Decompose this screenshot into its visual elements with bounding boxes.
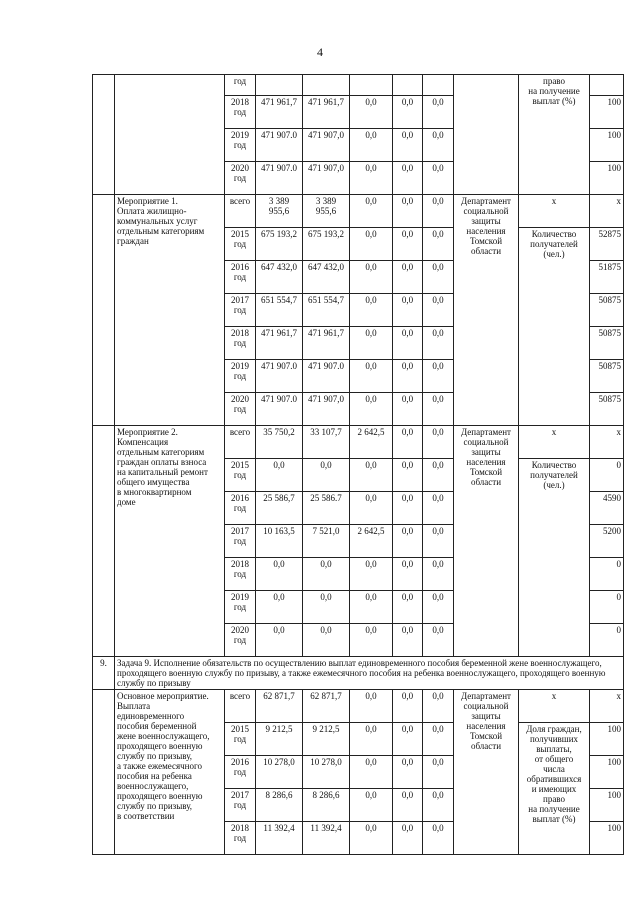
federal-cell: 7 521,0 — [303, 525, 350, 558]
plan-value-cell: х — [590, 690, 624, 723]
regional-cell: 0,0 — [350, 492, 393, 525]
department-cell: Департамент социальной защиты населения Томской области — [454, 195, 519, 426]
row-number-cell — [93, 195, 115, 426]
year-cell: 2020 год — [225, 624, 256, 657]
local-cell: 0,0 — [393, 459, 423, 492]
plan-value-cell: 0 — [590, 459, 624, 492]
year-cell: 2015 год — [225, 459, 256, 492]
federal-cell: 11 392,4 — [303, 822, 350, 855]
extra-budget-cell: 0,0 — [423, 195, 454, 228]
task-text-cell: Задача 9. Исполнение обязательств по осуществлению выплат единовременного пособия беременной жене военнослужащего, проходящего военную службу по призыву, а также ежемесячного пособия на ребенка военнослужащего, проходящего военную службу по призыву — [115, 657, 624, 690]
department-cell: Департамент социальной защиты населения Томской области — [454, 426, 519, 657]
year-cell: 2019 год — [225, 129, 256, 162]
plan-value-cell: 0 — [590, 624, 624, 657]
local-cell: 0,0 — [393, 228, 423, 261]
row-number-cell — [93, 426, 115, 657]
federal-cell: 471 907,0 — [303, 162, 350, 195]
local-cell: 0,0 — [393, 624, 423, 657]
extra-budget-cell: 0,0 — [423, 525, 454, 558]
extra-budget-cell: 0,0 — [423, 822, 454, 855]
plan-value-cell: 100 — [590, 789, 624, 822]
federal-cell: 8 286,6 — [303, 789, 350, 822]
extra-budget-cell: 0,0 — [423, 756, 454, 789]
table-row — [93, 690, 624, 723]
year-cell: 2019 год — [225, 360, 256, 393]
total-cell: 0,0 — [256, 624, 303, 657]
program-table — [92, 74, 624, 855]
regional-cell: 0,0 — [350, 393, 393, 426]
federal-cell: 0,0 — [303, 459, 350, 492]
federal-cell: 651 554,7 — [303, 294, 350, 327]
plan-value-cell: 100 — [590, 129, 624, 162]
plan-value-cell: 0 — [590, 558, 624, 591]
regional-cell: 0,0 — [350, 459, 393, 492]
local-cell: 0,0 — [393, 96, 423, 129]
year-cell: 2018 год — [225, 822, 256, 855]
federal-cell: 10 278,0 — [303, 756, 350, 789]
total-cell: 675 193,2 — [256, 228, 303, 261]
local-cell: 0,0 — [393, 690, 423, 723]
plan-value-cell: 52875 — [590, 228, 624, 261]
extra-budget-cell: 0,0 — [423, 558, 454, 591]
indicator-header-cell: х — [519, 195, 590, 228]
regional-cell: 0,0 — [350, 195, 393, 228]
extra-budget-cell: 0,0 — [423, 789, 454, 822]
extra-budget-cell: 0,0 — [423, 690, 454, 723]
extra-budget-cell: 0,0 — [423, 327, 454, 360]
indicator-header-cell: х — [519, 690, 590, 723]
regional-cell: 0,0 — [350, 624, 393, 657]
federal-cell: 647 432,0 — [303, 261, 350, 294]
year-cell: 2018 год — [225, 96, 256, 129]
total-cell: 647 432,0 — [256, 261, 303, 294]
event-cell: Мероприятие 1. Оплата жилищно- коммунальных услуг отдельным категориям граждан — [115, 195, 225, 426]
plan-value-cell: 51875 — [590, 261, 624, 294]
local-cell: 0,0 — [393, 525, 423, 558]
regional-cell: 0,0 — [350, 360, 393, 393]
event-cell: Основное мероприятие. Выплата единовременного пособия беременной жене военнослужащего, проходящего военную службу по призыву, а также ежемесячного пособия на ребенка военнослужащего, проходящего военную службу по призыву, в соответствии — [115, 690, 225, 855]
total-cell: 0,0 — [256, 591, 303, 624]
regional-cell: 0,0 — [350, 294, 393, 327]
task-row — [93, 657, 624, 690]
federal-cell: 471 961,7 — [303, 96, 350, 129]
local-cell: 0,0 — [393, 129, 423, 162]
local-cell: 0,0 — [393, 360, 423, 393]
year-cell: 2020 год — [225, 162, 256, 195]
local-cell: 0,0 — [393, 393, 423, 426]
local-cell: 0,0 — [393, 195, 423, 228]
regional-cell: 0,0 — [350, 822, 393, 855]
plan-value-cell: 50875 — [590, 294, 624, 327]
total-cell: 3 389 955,6 — [256, 195, 303, 228]
regional-cell: 0,0 — [350, 162, 393, 195]
extra-budget-cell: 0,0 — [423, 96, 454, 129]
event-cell: Мероприятие 2. Компенсация отдельным категориям граждан оплаты взноса на капитальный ремонт общего имущества в многоквартирном доме — [115, 426, 225, 657]
row-number-cell — [93, 690, 115, 855]
total-cell: 471 907.0 — [256, 360, 303, 393]
regional-cell: 0,0 — [350, 690, 393, 723]
extra-budget-cell: 0,0 — [423, 294, 454, 327]
table-row — [93, 195, 624, 228]
federal-cell: 3 389 955,6 — [303, 195, 350, 228]
plan-value-cell: 0 — [590, 591, 624, 624]
regional-cell: 0,0 — [350, 756, 393, 789]
regional-cell: 0,0 — [350, 723, 393, 756]
year-cell: 2017 год — [225, 294, 256, 327]
extra-budget-cell: 0,0 — [423, 426, 454, 459]
extra-budget-cell: 0,0 — [423, 360, 454, 393]
total-cell: 471 907.0 — [256, 162, 303, 195]
federal-cell: 471 907,0 — [303, 393, 350, 426]
local-cell — [393, 75, 423, 96]
total-cell: 651 554,7 — [256, 294, 303, 327]
year-cell: 2018 год — [225, 558, 256, 591]
local-cell: 0,0 — [393, 723, 423, 756]
regional-cell — [350, 75, 393, 96]
year-cell: год — [225, 75, 256, 96]
plan-value-cell: 100 — [590, 723, 624, 756]
year-cell: 2017 год — [225, 525, 256, 558]
extra-budget-cell: 0,0 — [423, 228, 454, 261]
plan-value-cell: 50875 — [590, 393, 624, 426]
regional-cell: 0,0 — [350, 558, 393, 591]
indicator-cell: Количество получателей (чел.) — [519, 459, 590, 657]
extra-budget-cell: 0,0 — [423, 261, 454, 294]
local-cell: 0,0 — [393, 591, 423, 624]
regional-cell: 2 642,5 — [350, 426, 393, 459]
department-cell — [454, 75, 519, 195]
local-cell: 0,0 — [393, 294, 423, 327]
extra-budget-cell: 0,0 — [423, 591, 454, 624]
event-cell — [115, 75, 225, 195]
total-cell: 0,0 — [256, 558, 303, 591]
local-cell: 0,0 — [393, 426, 423, 459]
plan-value-cell — [590, 75, 624, 96]
federal-cell: 33 107,7 — [303, 426, 350, 459]
page-number: 4 — [317, 45, 323, 59]
year-cell: 2016 год — [225, 261, 256, 294]
task-number-cell: 9. — [93, 657, 115, 690]
extra-budget-cell: 0,0 — [423, 162, 454, 195]
year-cell: 2015 год — [225, 228, 256, 261]
extra-budget-cell — [423, 75, 454, 96]
regional-cell: 0,0 — [350, 129, 393, 162]
federal-cell: 9 212,5 — [303, 723, 350, 756]
plan-value-cell: 100 — [590, 822, 624, 855]
federal-cell: 0,0 — [303, 624, 350, 657]
regional-cell: 0,0 — [350, 96, 393, 129]
local-cell: 0,0 — [393, 789, 423, 822]
plan-value-cell: 100 — [590, 756, 624, 789]
regional-cell: 0,0 — [350, 789, 393, 822]
plan-value-cell: х — [590, 195, 624, 228]
table-row — [93, 426, 624, 459]
plan-value-cell: 50875 — [590, 360, 624, 393]
total-cell: 10 278,0 — [256, 756, 303, 789]
year-cell: всего — [225, 426, 256, 459]
local-cell: 0,0 — [393, 756, 423, 789]
local-cell: 0,0 — [393, 261, 423, 294]
regional-cell: 0,0 — [350, 261, 393, 294]
regional-cell: 0,0 — [350, 591, 393, 624]
total-cell: 9 212,5 — [256, 723, 303, 756]
plan-value-cell: 50875 — [590, 327, 624, 360]
federal-cell — [303, 75, 350, 96]
table-row — [93, 75, 624, 96]
total-cell: 25 586,7 — [256, 492, 303, 525]
indicator-cell: право на получение выплат (%) — [519, 75, 590, 195]
total-cell: 8 286,6 — [256, 789, 303, 822]
federal-cell: 0,0 — [303, 558, 350, 591]
federal-cell: 471 907.0 — [303, 360, 350, 393]
year-cell: 2016 год — [225, 756, 256, 789]
extra-budget-cell: 0,0 — [423, 492, 454, 525]
extra-budget-cell: 0,0 — [423, 459, 454, 492]
federal-cell: 62 871,7 — [303, 690, 350, 723]
federal-cell: 25 586.7 — [303, 492, 350, 525]
extra-budget-cell: 0,0 — [423, 624, 454, 657]
federal-cell: 471 961,7 — [303, 327, 350, 360]
total-cell: 471 961,7 — [256, 96, 303, 129]
year-cell: 2018 год — [225, 327, 256, 360]
department-cell: Департамент социальной защиты населения Томской области — [454, 690, 519, 855]
local-cell: 0,0 — [393, 492, 423, 525]
local-cell: 0,0 — [393, 327, 423, 360]
local-cell: 0,0 — [393, 558, 423, 591]
local-cell: 0,0 — [393, 822, 423, 855]
regional-cell: 2 642,5 — [350, 525, 393, 558]
year-cell: 2015 год — [225, 723, 256, 756]
plan-value-cell: 4590 — [590, 492, 624, 525]
regional-cell: 0,0 — [350, 228, 393, 261]
plan-value-cell: 100 — [590, 96, 624, 129]
total-cell: 471 961,7 — [256, 327, 303, 360]
row-number-cell — [93, 75, 115, 195]
year-cell: 2020 год — [225, 393, 256, 426]
total-cell: 471 907.0 — [256, 393, 303, 426]
year-cell: 2019 год — [225, 591, 256, 624]
year-cell: всего — [225, 195, 256, 228]
extra-budget-cell: 0,0 — [423, 393, 454, 426]
total-cell: 35 750,2 — [256, 426, 303, 459]
indicator-cell: Доля граждан, получивших выплаты, от общего числа обратившихся и имеющих право на получение выплат (%) — [519, 723, 590, 855]
local-cell: 0,0 — [393, 162, 423, 195]
total-cell — [256, 75, 303, 96]
total-cell: 471 907.0 — [256, 129, 303, 162]
year-cell: 2017 год — [225, 789, 256, 822]
federal-cell: 0,0 — [303, 591, 350, 624]
indicator-header-cell: х — [519, 426, 590, 459]
total-cell: 10 163,5 — [256, 525, 303, 558]
plan-value-cell: 5200 — [590, 525, 624, 558]
regional-cell: 0,0 — [350, 327, 393, 360]
plan-value-cell: х — [590, 426, 624, 459]
extra-budget-cell: 0,0 — [423, 723, 454, 756]
total-cell: 0,0 — [256, 459, 303, 492]
total-cell: 62 871,7 — [256, 690, 303, 723]
year-cell: 2016 год — [225, 492, 256, 525]
federal-cell: 675 193,2 — [303, 228, 350, 261]
total-cell: 11 392,4 — [256, 822, 303, 855]
indicator-cell: Количество получателей (чел.) — [519, 228, 590, 426]
plan-value-cell: 100 — [590, 162, 624, 195]
extra-budget-cell: 0,0 — [423, 129, 454, 162]
year-cell: всего — [225, 690, 256, 723]
federal-cell: 471 907,0 — [303, 129, 350, 162]
